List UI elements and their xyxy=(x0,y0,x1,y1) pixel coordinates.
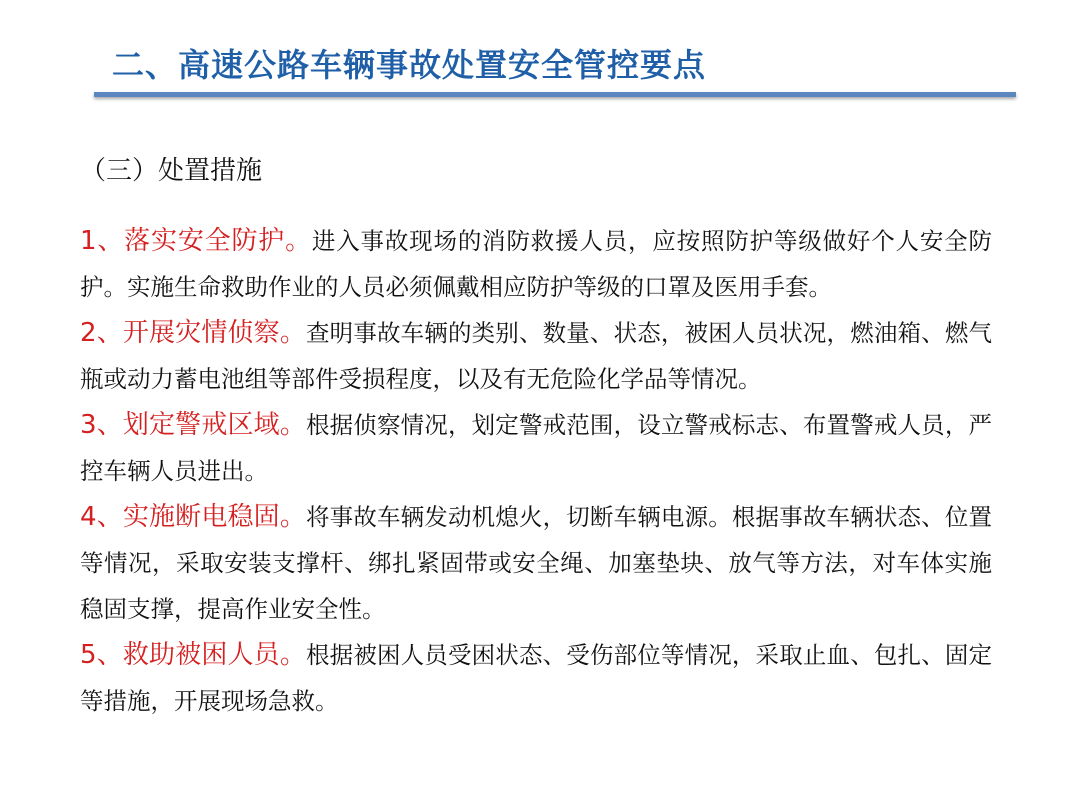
measure-lead: 3、划定警戒区域。 xyxy=(80,410,306,440)
measures-list xyxy=(80,218,992,724)
measure-item xyxy=(80,402,992,494)
measure-lead: 1、落实安全防护。 xyxy=(80,226,312,256)
slide-title: 二、高速公路车辆事故处置安全管控要点 xyxy=(112,46,707,84)
measure-text: 根据被困人员受困状态、受伤部位等情况，采取止血、包扎、固定等措施，开展现场急救。 xyxy=(80,641,993,715)
title-underline xyxy=(94,92,1016,97)
measure-text: 查明事故车辆的类别、数量、状态，被困人员状况，燃油箱、燃气瓶或动力蓄电池组等部件受损程度，以及有无危险化学品等情况。 xyxy=(80,319,993,393)
measure-item xyxy=(80,632,992,724)
measure-text: 根据侦察情况，划定警戒范围，设立警戒标志、布置警戒人员，严控车辆人员进出。 xyxy=(80,411,993,485)
measure-lead: 5、救助被困人员。 xyxy=(80,640,306,670)
measure-text: 进入事故现场的消防救援人员，应按照防护等级做好个人安全防护。实施生命救助作业的人员必须佩戴相应防护等级的口罩及医用手套。 xyxy=(80,227,992,301)
measure-item xyxy=(80,494,992,632)
section-heading: （三）处置措施 xyxy=(80,156,263,186)
measure-lead: 4、实施断电稳固。 xyxy=(80,502,306,532)
measure-item xyxy=(80,310,992,402)
measure-item xyxy=(80,218,992,310)
measure-text: 将事故车辆发动机熄火，切断车辆电源。根据事故车辆状态、位置等情况，采取安装支撑杆、绑扎紧固带或安全绳、加塞垫块、放气等方法，对车体实施稳固支撑，提高作业安全性。 xyxy=(80,503,993,623)
measure-lead: 2、开展灾情侦察。 xyxy=(80,318,306,348)
